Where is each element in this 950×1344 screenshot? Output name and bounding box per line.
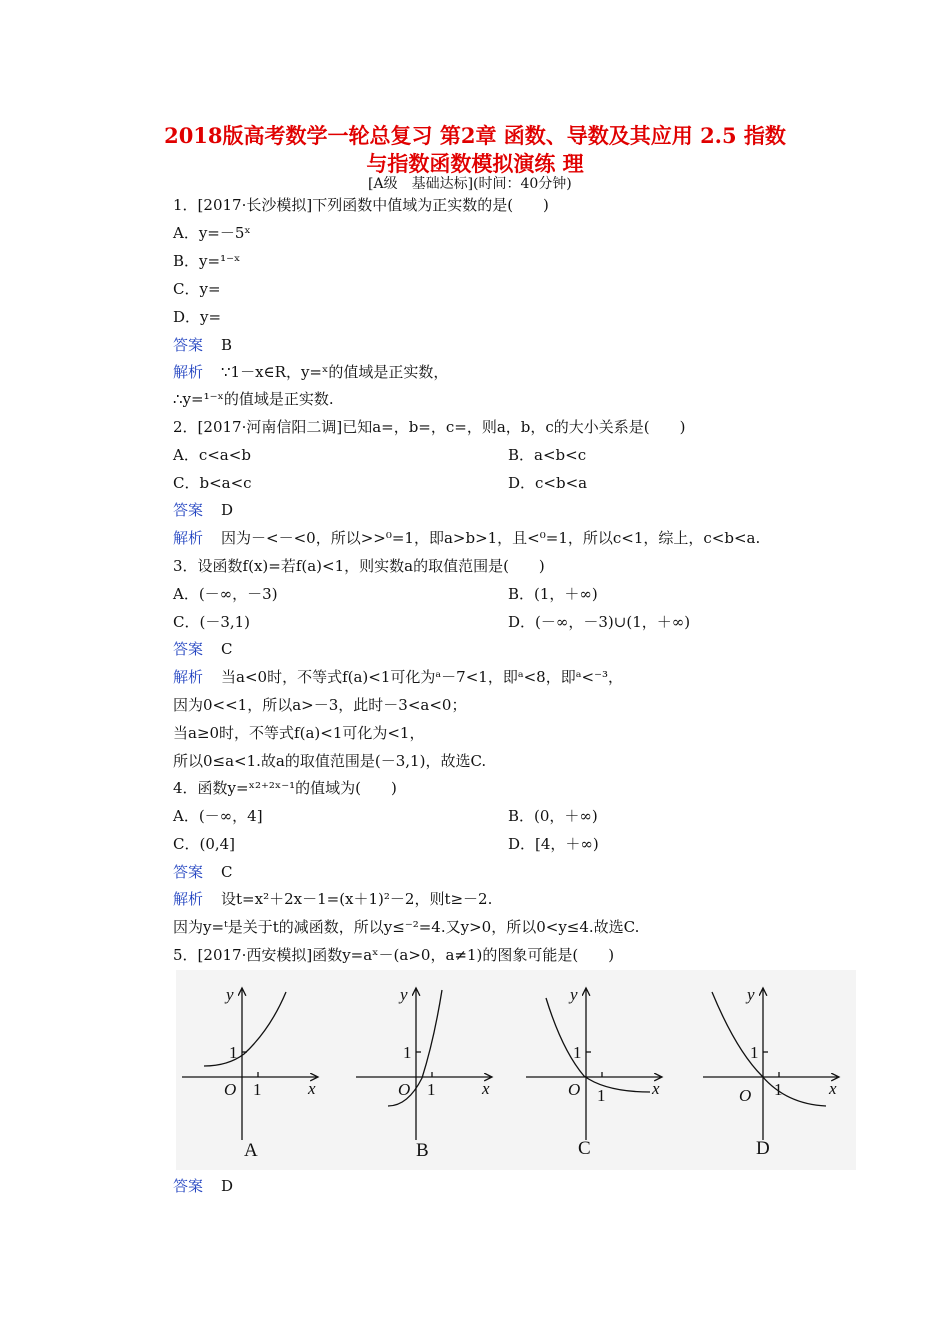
graph-c (526, 988, 662, 1140)
graph-d-origin: O (739, 1086, 752, 1105)
answer-label: 答案 (173, 501, 204, 519)
graph-a-y-label: y (226, 985, 234, 1004)
graph-a (182, 988, 318, 1140)
answer-label: 答案 (173, 1177, 204, 1195)
q3-option-b: B．(1，＋∞) (508, 585, 598, 603)
q4-option-d: D．[4，＋∞) (508, 835, 599, 853)
graph-b-y-label: y (400, 985, 408, 1004)
analysis-label: 解析 (173, 529, 204, 547)
q3-analysis-4: 所以0≤a<1.故a的取值范围是(－3,1)，故选C. (173, 752, 487, 770)
q1-answer (173, 335, 232, 355)
q2-answer-value: D (221, 501, 234, 519)
q4-answer (173, 862, 233, 882)
q4-analysis-2: 因为y=ᵗ是关于t的减函数，所以y≤⁻²=4.又y>0，所以0<y≤4.故选C. (173, 918, 640, 936)
q2-option-a: A．c<a<b (173, 446, 251, 464)
q4-analysis-1 (173, 889, 492, 909)
q1-analysis-text-1: ∵1－x∈R，y=ˣ的值域是正实数， (221, 363, 449, 381)
graph-a-caption: A (244, 1140, 258, 1161)
q3-option-a: A．(－∞，－3) (173, 585, 278, 603)
graph-d-tick-x1: 1 (774, 1080, 783, 1099)
q4-stem: 4．函数y=ˣ²⁺²ˣ⁻¹的值域为( ) (173, 779, 397, 797)
q2-option-b: B．a<b<c (508, 446, 587, 464)
graph-a-origin: O (224, 1080, 237, 1099)
q2-option-c: C．b<a<c (173, 474, 252, 492)
analysis-label: 解析 (173, 890, 204, 908)
graph-a-tick-y1: 1 (229, 1043, 238, 1062)
graph-c-tick-y1: 1 (573, 1043, 582, 1062)
q3-analysis-1 (173, 667, 623, 687)
q2-stem: 2．[2017·河南信阳二调]已知a=，b=，c=，则a，b，c的大小关系是( ) (173, 418, 686, 436)
q4-option-b: B．(0，＋∞) (508, 807, 598, 825)
q4-analysis-text-1: 设t=x²＋2x－1=(x＋1)²－2，则t≥－2. (221, 890, 493, 908)
graph-b-tick-y1: 1 (403, 1043, 412, 1062)
q5-answer (173, 1176, 233, 1196)
graph-c-x-label: x (652, 1079, 660, 1098)
answer-label: 答案 (173, 640, 204, 658)
q3-analysis-2: 因为0<<1，所以a>－3，此时－3<a<0； (173, 696, 467, 714)
q2-option-d: D．c<b<a (508, 474, 588, 492)
q4-option-a: A．(－∞，4] (173, 807, 263, 825)
level-heading: [A级 基础达标](时间：40分钟) (368, 176, 572, 192)
graph-b-x-label: x (482, 1079, 490, 1098)
answer-label: 答案 (173, 863, 204, 881)
graph-c-caption: C (578, 1138, 591, 1159)
title-line-1: 2018版高考数学一轮总复习 第2章 函数、导数及其应用 2.5 指数 (164, 123, 786, 148)
analysis-label: 解析 (173, 668, 204, 686)
q4-answer-value: C (221, 863, 233, 881)
graph-d-y-label: y (747, 985, 755, 1004)
q1-option-a: A．y=－5ˣ (173, 224, 251, 242)
q4-option-c: C．(0,4] (173, 835, 236, 853)
q3-analysis-text-1: 当a<0时，不等式f(a)<1可化为ᵃ－7<1，即ᵃ<8，即ᵃ<⁻³， (221, 668, 624, 686)
q3-answer (173, 639, 233, 659)
q1-stem: 1．[2017·长沙模拟]下列函数中值域为正实数的是( ) (173, 196, 549, 214)
q1-option-b: B．y=¹⁻ˣ (173, 252, 241, 270)
graph-d (703, 988, 839, 1140)
graph-c-origin: O (568, 1080, 581, 1099)
graph-d-tick-y1: 1 (750, 1043, 759, 1062)
q1-analysis-1 (173, 362, 448, 382)
q5-graphs-figure (176, 970, 856, 1170)
q2-analysis-text-1: 因为－<－<0，所以>>⁰=1，即a>b>1，且<⁰=1，所以c<1，综上，c<b<a. (221, 529, 761, 547)
q5-stem: 5．[2017·西安模拟]函数y=aˣ－(a>0，a≠1)的图象可能是( ) (173, 946, 615, 964)
graph-b-caption: B (416, 1140, 429, 1161)
analysis-label: 解析 (173, 363, 204, 381)
q1-option-d: D．y= (173, 308, 222, 326)
q2-answer (173, 500, 233, 520)
q3-answer-value: C (221, 640, 233, 658)
q5-answer-value: D (221, 1177, 234, 1195)
q3-stem: 3．设函数f(x)=若f(a)<1，则实数a的取值范围是( ) (173, 557, 545, 575)
graph-c-y-label: y (570, 985, 578, 1004)
graph-a-x-label: x (308, 1079, 316, 1098)
graph-b-tick-x1: 1 (427, 1080, 436, 1099)
q3-analysis-3: 当a≥0时，不等式f(a)<1可化为<1， (173, 724, 425, 742)
q3-option-c: C．(－3,1) (173, 613, 251, 631)
graph-a-tick-x1: 1 (253, 1080, 262, 1099)
graph-c-tick-x1: 1 (597, 1086, 606, 1105)
graph-b-origin: O (398, 1080, 411, 1099)
q3-option-d: D．(－∞，－3)∪(1，＋∞) (508, 613, 691, 631)
q2-analysis-1 (173, 528, 760, 548)
q1-analysis-2: ∴y=¹⁻ˣ的值域是正实数. (173, 390, 334, 408)
q1-option-c: C．y= (173, 280, 221, 298)
q1-answer-value: B (221, 336, 233, 354)
graph-d-x-label: x (829, 1079, 837, 1098)
answer-label: 答案 (173, 336, 204, 354)
graph-d-caption: D (756, 1138, 770, 1159)
title-line-2: 与指数函数模拟演练 理 (366, 151, 584, 176)
graph-b (356, 988, 492, 1140)
